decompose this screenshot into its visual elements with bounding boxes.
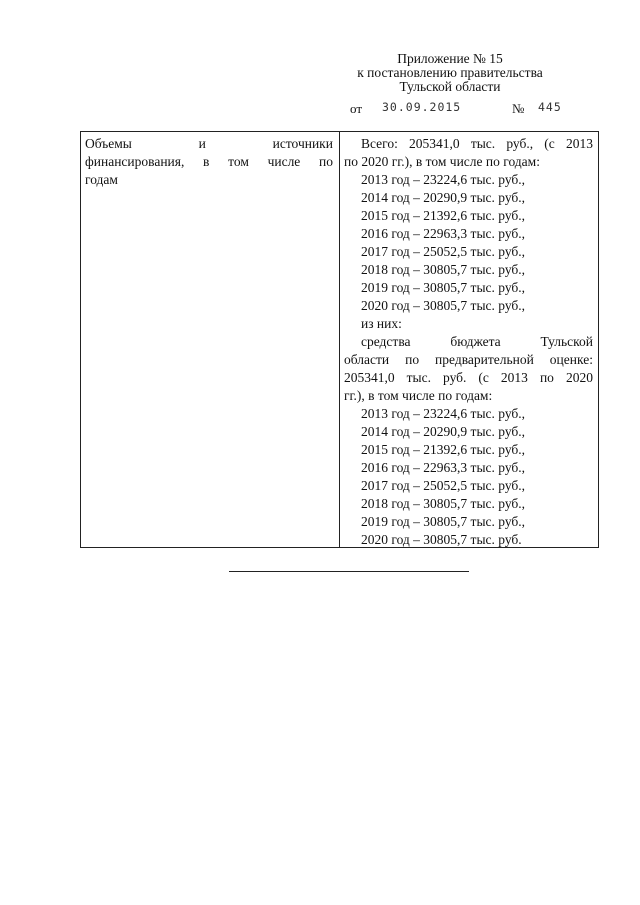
text-word: (с	[544, 136, 555, 151]
decree-number: 445	[538, 100, 562, 114]
decree-date: 30.09.2015	[382, 100, 462, 114]
number-label: №	[512, 101, 525, 116]
label-line	[85, 153, 333, 171]
text-word: предварительной	[435, 352, 534, 367]
label-word: в	[203, 154, 210, 169]
appendix-subtitle: к постановлению правительства	[357, 65, 543, 80]
year-line-budget: 2014 год – 20290,9 тыс. руб.,	[361, 424, 526, 439]
label-word: источники	[272, 136, 333, 151]
label-word: числе	[267, 154, 301, 169]
label-line	[85, 135, 333, 153]
funding-table	[80, 131, 599, 548]
label-word: по	[319, 154, 333, 169]
year-line-budget: 2019 год – 30805,7 тыс. руб.,	[361, 514, 526, 529]
label-word: финансирования,	[85, 154, 185, 169]
year-line-total: 2016 год – 22963,3 тыс. руб.,	[361, 226, 526, 241]
text-word: 205341,0	[344, 370, 395, 385]
year-line-budget: 2018 год – 30805,7 тыс. руб.,	[361, 496, 526, 511]
year-line-budget: 2016 год – 22963,3 тыс. руб.,	[361, 460, 526, 475]
text-word: по	[539, 370, 554, 385]
label-word: том	[228, 154, 249, 169]
text-word: руб.,	[506, 136, 534, 151]
text-word: 2013	[565, 136, 593, 151]
text-word: тыс.	[406, 370, 431, 385]
text-word: по	[405, 352, 420, 367]
text-word: тыс.	[470, 136, 496, 151]
text-word: оценке:	[549, 352, 593, 367]
year-line-budget: 2017 год – 25052,5 тыс. руб.,	[361, 478, 526, 493]
text-word: бюджета	[450, 334, 501, 349]
label-line: годам	[85, 172, 118, 187]
year-line-total: 2019 год – 30805,7 тыс. руб.,	[361, 280, 526, 295]
text-word: 205341,0	[409, 136, 460, 151]
date-label: от	[350, 101, 363, 116]
appendix-authority: Тульской области	[399, 79, 501, 94]
text-word: области	[344, 352, 390, 367]
closing-rule	[229, 571, 469, 572]
text-word: 2020	[565, 370, 593, 385]
year-line-budget: 2015 год – 21392,6 тыс. руб.,	[361, 442, 526, 457]
budget-line: гг.), в том числе по годам:	[344, 388, 493, 403]
of-them-line: из них:	[361, 316, 402, 331]
year-line-total: 2013 год – 23224,6 тыс. руб.,	[361, 172, 526, 187]
text-word: средства	[361, 334, 411, 349]
year-line-total: 2018 год – 30805,7 тыс. руб.,	[361, 262, 526, 277]
label-word: Объемы	[85, 136, 132, 151]
text-word: Всего:	[361, 136, 398, 151]
funding-values-cell	[344, 135, 593, 549]
year-line-total: 2014 год – 20290,9 тыс. руб.,	[361, 190, 526, 205]
year-line-total: 2015 год – 21392,6 тыс. руб.,	[361, 208, 526, 223]
budget-line	[344, 351, 593, 369]
appendix-title: Приложение № 15	[397, 51, 503, 66]
year-line-total: 2017 год – 25052,5 тыс. руб.,	[361, 244, 526, 259]
total-line	[344, 135, 593, 153]
budget-line	[344, 333, 593, 351]
text-word: Тульской	[540, 334, 593, 349]
label-word: и	[198, 136, 206, 151]
column-divider	[339, 132, 340, 547]
year-line-total: 2020 год – 30805,7 тыс. руб.,	[361, 298, 526, 313]
text-word: (с	[478, 370, 489, 385]
total-line: по 2020 гг.), в том числе по годам:	[344, 154, 540, 169]
funding-label-cell	[85, 135, 333, 189]
text-word: руб.	[443, 370, 467, 385]
year-line-budget: 2013 год – 23224,6 тыс. руб.,	[361, 406, 526, 421]
budget-line	[344, 369, 593, 387]
year-line-budget: 2020 год – 30805,7 тыс. руб.	[361, 532, 522, 547]
text-word: 2013	[500, 370, 528, 385]
appendix-header	[330, 52, 570, 94]
